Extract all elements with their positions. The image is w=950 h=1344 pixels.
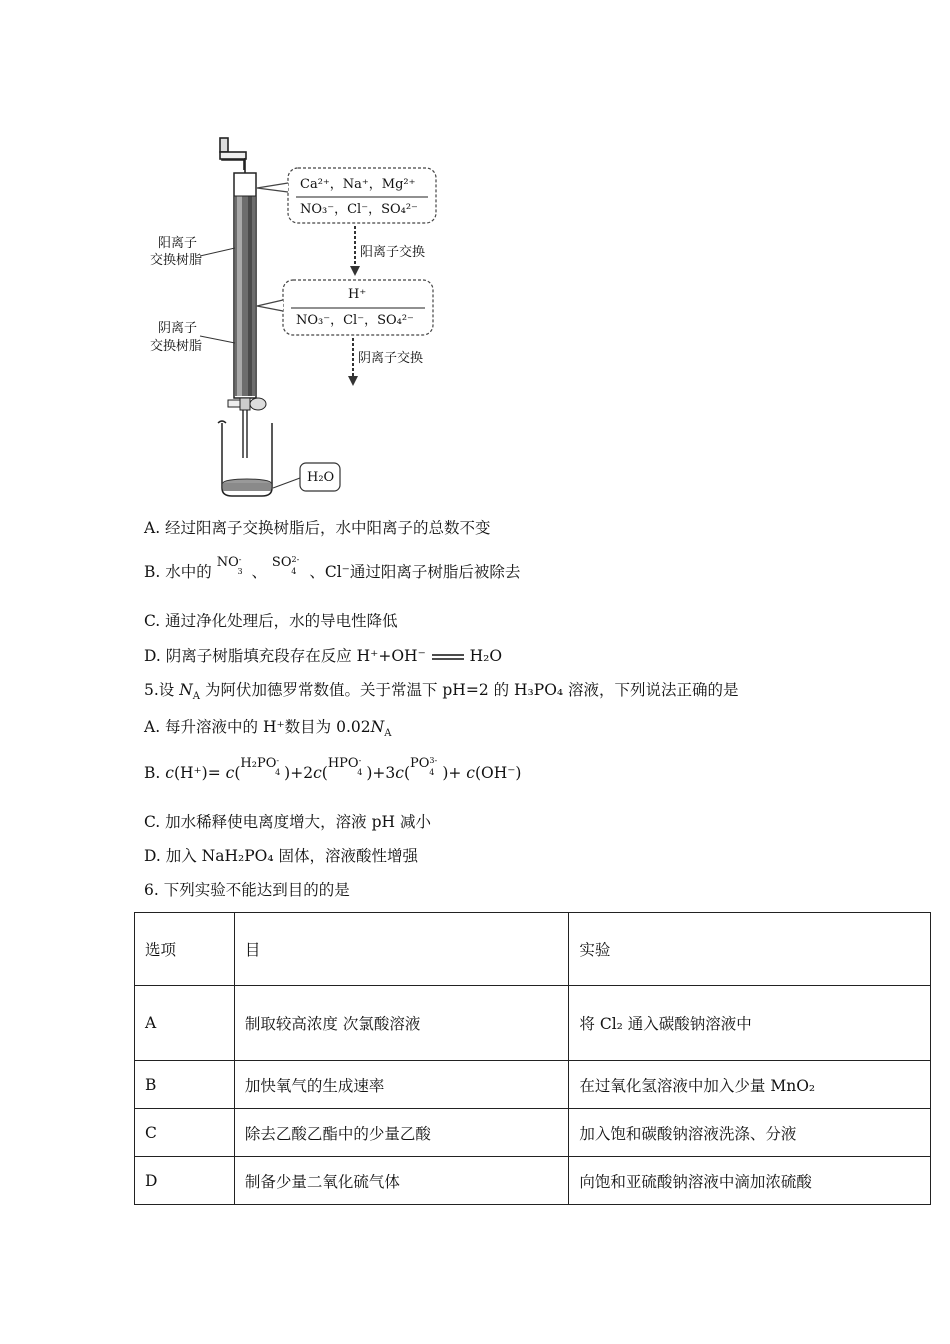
- anion-resin-label-2: 交换树脂: [150, 339, 203, 354]
- q6-stem: 6. 下列实验不能达到目的的是: [144, 881, 350, 899]
- box-mid-cation: H⁺: [348, 287, 367, 302]
- table-header-cell: 选项: [135, 913, 235, 986]
- dihydrogen-phosphate-formula: H₂PO-4: [240, 756, 281, 777]
- cation-resin-label-1: 阳离子: [158, 236, 198, 251]
- sulfate-formula: $SO^{2-}4$: [271, 555, 300, 576]
- table-header-cell: 实验: [569, 913, 931, 986]
- table-cell: 将 Cl₂ 通入碳酸钠溶液中: [569, 986, 931, 1061]
- table-cell: 除去乙酸乙酯中的少量乙酸: [234, 1109, 569, 1157]
- q4-option-a: A. 经过阳离子交换树脂后，水中阳离子的总数不变: [144, 519, 491, 537]
- table-header-row: [135, 913, 931, 986]
- table-cell: 在过氧化氢溶液中加入少量 MnO₂: [569, 1061, 931, 1109]
- beaker-water-label: H₂O: [307, 470, 335, 485]
- exchange-column: [228, 173, 266, 458]
- table-row: [135, 1109, 931, 1157]
- hydrogen-phosphate-formula: HPO-4: [327, 756, 363, 777]
- q4-option-d: D. 阴离子树脂填充段存在反应 H⁺+OH⁻ H₂O: [144, 647, 503, 665]
- q5-option-d: D. 加入 NaH₂PO₄ 固体，溶液酸性增强: [144, 847, 418, 865]
- q5-option-a: A. 每升溶液中的 H⁺数目为 $0.02N_A$: [144, 718, 392, 740]
- q6-table: [134, 912, 931, 1205]
- table-cell: D: [135, 1157, 235, 1205]
- box-top-anions: NO₃⁻，Cl⁻，SO₄²⁻: [300, 202, 418, 217]
- arrow-cation-exchange-label: 阳离子交换: [360, 245, 426, 260]
- anion-resin-label-1: 阴离子: [158, 321, 198, 336]
- q5-option-c: C. 加水稀释使电离度增大，溶液 pH 减小: [144, 813, 431, 831]
- table-cell: B: [135, 1061, 235, 1109]
- table-cell: 加入饱和碳酸钠溶液洗涤、分液: [569, 1109, 931, 1157]
- q4-option-c: C. 通过净化处理后，水的导电性降低: [144, 612, 398, 630]
- table-header-cell: 目: [234, 913, 569, 986]
- q4-option-b: B. 水中的 NO-3 、 $SO^{2-}4$ 、Cl⁻通过阳离子树脂后被除去: [144, 555, 521, 581]
- table-cell: 向饱和亚硫酸钠溶液中滴加浓硫酸: [569, 1157, 931, 1205]
- table-row: [135, 1157, 931, 1205]
- phosphate-formula: $PO^{3-}4$: [410, 756, 438, 777]
- table-row: [135, 986, 931, 1061]
- table-cell: 制取较高浓度 次氯酸溶液: [234, 986, 569, 1061]
- arrow-down-icon: [348, 338, 358, 386]
- table-cell: C: [135, 1109, 235, 1157]
- cation-resin-label-2: 交换树脂: [150, 253, 203, 268]
- equals-arrow-icon: [432, 652, 464, 662]
- q5-option-b: B. c(H⁺)= c(H₂PO-4 )+2c(HPO-4 )$+3c(PO^{3-}4$ )+ c(OH⁻): [144, 756, 522, 782]
- table-row: [135, 1061, 931, 1109]
- box-mid-anions: NO₃⁻，Cl⁻，SO₄²⁻: [296, 313, 414, 328]
- q5-stem: 5.设 $N_A$ 为阿伏加德罗常数值。关于常温下 pH=2 的 H₃PO₄ 溶液，下列说法正确的是: [144, 681, 739, 703]
- table-cell: 加快氧气的生成速率: [234, 1061, 569, 1109]
- arrow-anion-exchange-label: 阴离子交换: [358, 351, 424, 366]
- faucet-icon: [220, 138, 246, 176]
- box-top-cations: Ca²⁺，Na⁺，Mg²⁺: [300, 177, 416, 192]
- beaker: [218, 421, 272, 496]
- table-cell: 制备少量二氧化硫气体: [234, 1157, 569, 1205]
- arrow-down-icon: [350, 226, 360, 276]
- nitrate-formula: NO-3: [216, 555, 243, 576]
- table-cell: A: [135, 986, 235, 1061]
